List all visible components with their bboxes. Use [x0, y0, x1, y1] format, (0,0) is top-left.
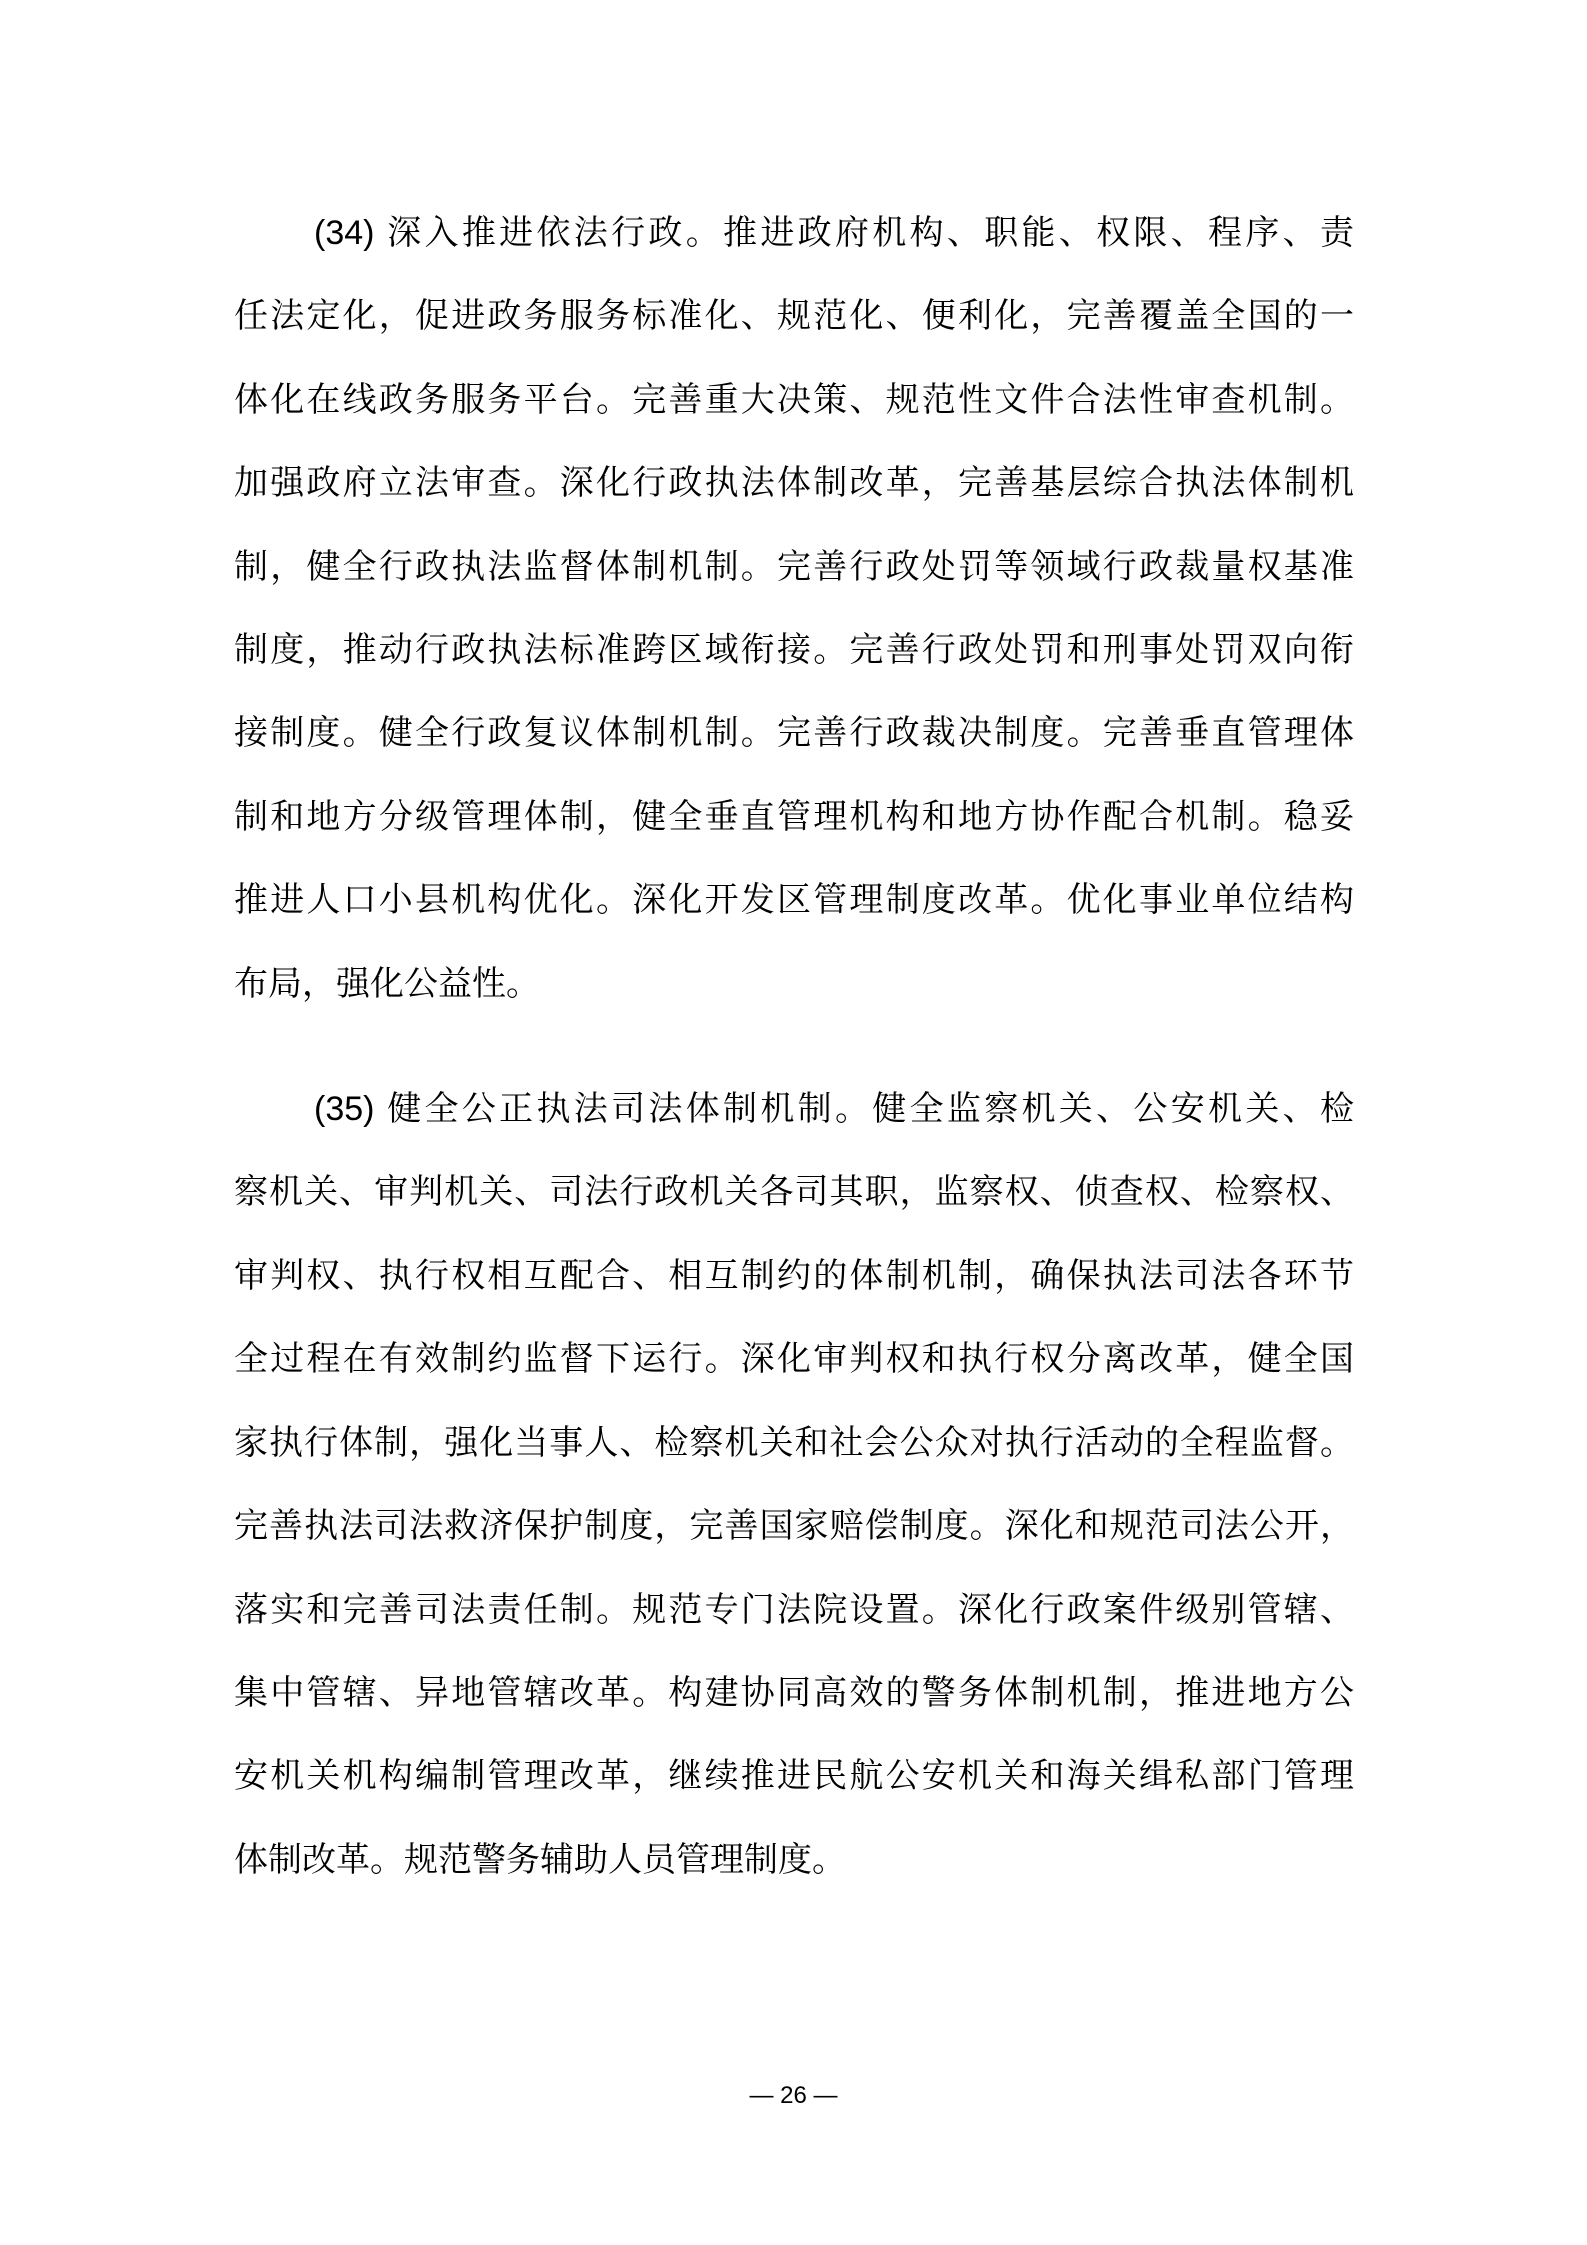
text-line: 体制改革。规范警务辅助人员管理制度。: [234, 1840, 846, 1879]
text-line: 接制度。健全行政复议体制机制。完善行政裁决制度。完善垂直管理体: [234, 714, 1354, 753]
text-line: 家执行体制，强化当事人、检察机关和社会公众对执行活动的全程监督。: [234, 1423, 1354, 1462]
text-line: 审判权、执行权相互配合、相互制约的体制机制，确保执法司法各环节: [234, 1256, 1354, 1295]
text-line: 任法定化，促进政务服务标准化、规范化、便利化，完善覆盖全国的一: [234, 297, 1354, 336]
text-line: 推进人口小县机构优化。深化开发区管理制度改革。优化事业单位结构: [234, 881, 1354, 920]
text-line: 制，健全行政执法监督体制机制。完善行政处罚等领域行政裁量权基准: [234, 547, 1354, 586]
text-line: 制度，推动行政执法标准跨区域衔接。完善行政处罚和刑事处罚双向衔: [234, 631, 1354, 670]
text-line: 布局，强化公益性。: [234, 964, 540, 1003]
text-line: 制和地方分级管理体制，健全垂直管理机构和地方协作配合机制。稳妥: [234, 797, 1354, 836]
text-line: 全过程在有效制约监督下运行。深化审判权和执行权分离改革，健全国: [234, 1340, 1354, 1379]
document-body: [234, 192, 1354, 1902]
paragraph-35: [234, 1068, 1354, 1902]
text-line: 加强政府立法审查。深化行政执法体制改革，完善基层综合执法体制机: [234, 464, 1354, 503]
text-line: (34) 深入推进依法行政。推进政府机构、职能、权限、程序、责: [314, 214, 1354, 252]
text-line: 安机关机构编制管理改革，继续推进民航公安机关和海关缉私部门管理: [234, 1757, 1354, 1796]
text-line: 落实和完善司法责任制。规范专门法院设置。深化行政案件级别管辖、: [234, 1590, 1354, 1629]
text-line: 完善执法司法救济保护制度，完善国家赔偿制度。深化和规范司法公开，: [234, 1507, 1354, 1546]
text-line: 体化在线政务服务平台。完善重大决策、规范性文件合法性审查机制。: [234, 380, 1354, 419]
text-line: 集中管辖、异地管辖改革。构建协同高效的警务体制机制，推进地方公: [234, 1673, 1354, 1712]
text-line: 察机关、审判机关、司法行政机关各司其职，监察权、侦查权、检察权、: [234, 1173, 1354, 1212]
text-line: (35) 健全公正执法司法体制机制。健全监察机关、公安机关、检: [314, 1090, 1354, 1129]
page-number: — 26 —: [749, 2082, 838, 2109]
paragraph-34: [234, 192, 1354, 1026]
